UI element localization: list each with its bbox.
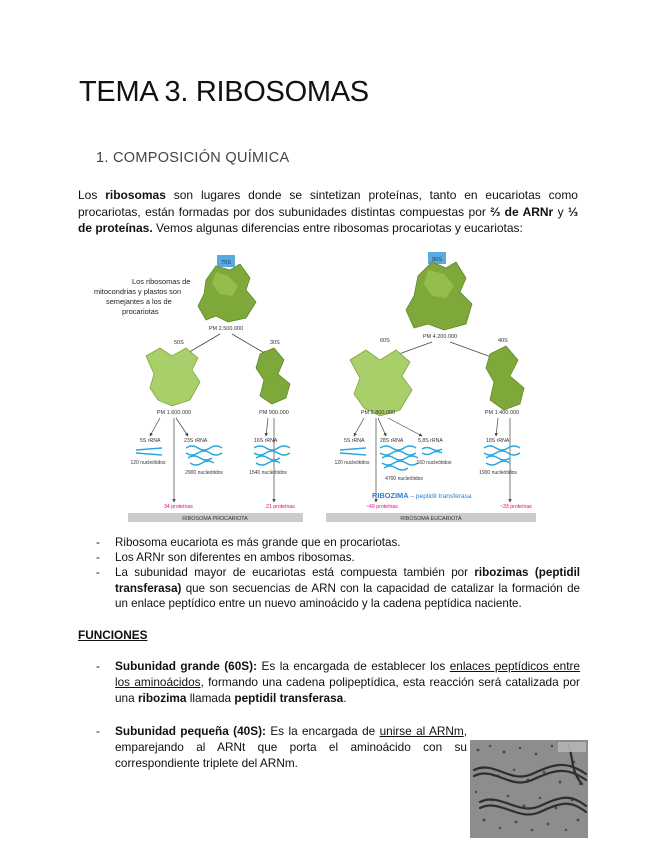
euk-arrow-18s bbox=[496, 418, 498, 436]
small-subunit-label: Subunidad pequeña (40S): bbox=[115, 724, 266, 738]
euk-rna-5s: 5S rRNA bbox=[344, 438, 365, 444]
euk-rna-28s-strand bbox=[380, 446, 418, 470]
small-subunit-paragraph bbox=[115, 723, 467, 771]
intro-bold-ribosomas: ribosomas bbox=[105, 188, 166, 202]
prok-small-label: 30S bbox=[270, 340, 280, 346]
prok-arrow-16s bbox=[266, 418, 268, 436]
euk-prot-small: ~33 proteínas bbox=[500, 504, 532, 510]
euk-rna-18s-nt: 1900 nucleótidos bbox=[479, 470, 517, 476]
intro-bold-proteinas: ⅓ de proteínas. bbox=[78, 204, 578, 235]
list-item: - Los ARNr son diferentes en ambos ribosomas. bbox=[96, 550, 580, 565]
euk-arrow-58s bbox=[388, 418, 422, 436]
prok-30s-subunit bbox=[256, 348, 290, 404]
euk-rna-5s-strand bbox=[340, 448, 366, 455]
micrograph-label-box bbox=[558, 742, 586, 752]
euk-prot-large: ~49 proteínas bbox=[366, 504, 398, 510]
prok-rna-5s: 5S rRNA bbox=[140, 438, 161, 444]
function-text: Es la encargada de bbox=[265, 724, 380, 738]
intro-text: y bbox=[553, 204, 568, 219]
prok-rna-16s-nt: 1540 nucleótidos bbox=[249, 470, 287, 476]
section-heading: 1. COMPOSICIÓN QUÍMICA bbox=[96, 150, 290, 166]
euk-rna-28s: 28S rRNA bbox=[380, 438, 404, 444]
prok-50s-subunit bbox=[146, 348, 200, 406]
bullet-text: La subunidad mayor de eucariotas está compuesta también por bbox=[115, 566, 475, 580]
prok-rna-23s: 23S rRNA bbox=[184, 438, 208, 444]
prok-prot-small: 21 proteínas bbox=[266, 504, 295, 510]
note-text-1: Los ribosomas de bbox=[132, 277, 191, 286]
prok-split-arrow-left bbox=[186, 334, 220, 354]
micrograph-image bbox=[470, 740, 588, 838]
function-text: llamada bbox=[186, 691, 235, 705]
euk-arrow-28s bbox=[378, 418, 386, 436]
prok-rna-5s-strand bbox=[136, 448, 162, 455]
prok-rna-23s-nt: 2900 nucleótidos bbox=[185, 470, 223, 476]
intro-text: Los bbox=[78, 188, 106, 202]
page-title: TEMA 3. RIBOSOMAS bbox=[79, 76, 369, 108]
note-text-2: mitocondrias y plastos son bbox=[94, 287, 182, 296]
function-text: , formando una cadena polipeptídica, esta reacción será catalizada por una bbox=[115, 675, 580, 705]
underlined-peptide-bonds: enlaces peptídicos entre los aminoácidos bbox=[115, 659, 580, 689]
euk-footer-label: RIBOSOMA EUCARIOTA bbox=[400, 516, 462, 522]
euk-small-label: 40S bbox=[498, 338, 508, 344]
euk-pm-small: PM 1.400.000 bbox=[484, 410, 520, 416]
function-text: . bbox=[343, 691, 347, 705]
differences-list bbox=[96, 535, 580, 611]
ribozima-label: RIBOZIMA bbox=[372, 491, 409, 500]
ribozima-callout bbox=[372, 491, 472, 500]
note-text-3: semejantes a los de bbox=[106, 297, 172, 306]
function-text: Es la encargada de establecer los bbox=[257, 659, 450, 673]
bullet-bold-ribozimas: ribozimas (peptidil transferasa) bbox=[115, 566, 581, 595]
bold-ribozima: ribozima bbox=[137, 691, 187, 705]
euk-arrow-5s bbox=[354, 418, 364, 436]
euk-top-label: 80S bbox=[432, 257, 442, 263]
note-text-4: procariotas bbox=[122, 307, 159, 316]
bullet-text: que son secuencias de ARN con la capacidad de catalizar la formación de un enlace peptídico entre un nuevo aminoácido y la cadena peptídica naciente. bbox=[115, 581, 580, 610]
euk-40s-subunit bbox=[486, 346, 524, 410]
euk-rna-18s: 18S rRNA bbox=[486, 438, 510, 444]
intro-text: son lugares donde se sintetizan proteínas, tanto en eucariotas como procariotas, están formadas por dos subunidades distintas compuestas por bbox=[78, 188, 578, 219]
prok-footer-label: RIBOSOMA PROCARIOTA bbox=[182, 516, 248, 522]
prok-pm-total: PM 2.500.000 bbox=[208, 326, 244, 332]
intro-bold-arnr: ⅔ de ARNr bbox=[490, 204, 554, 219]
euk-rna-58s-strand bbox=[422, 448, 442, 455]
euk-rna-18s-strand bbox=[484, 446, 520, 465]
euk-60s-subunit bbox=[350, 350, 412, 416]
large-subunit-label: Subunidad grande (60S): bbox=[115, 659, 258, 673]
prok-large-label: 50S bbox=[174, 340, 184, 346]
euk-rna-58s: 5,8S rRNA bbox=[418, 438, 443, 444]
list-item-large-subunit bbox=[96, 658, 580, 706]
functions-heading: FUNCIONES bbox=[78, 628, 148, 642]
prok-top-label: 70S bbox=[221, 260, 231, 266]
prok-pm-small: PM 900.000 bbox=[259, 410, 289, 416]
prok-rna-5s-nt: 120 nucleótidos bbox=[130, 460, 166, 466]
prok-rna-23s-strand bbox=[186, 446, 222, 465]
euk-pm-large: PM 2.800.000 bbox=[360, 410, 396, 416]
ribozima-desc: – peptidil transferasa bbox=[408, 493, 472, 500]
intro-paragraph bbox=[78, 187, 578, 237]
prok-pm-large: PM 1.600.000 bbox=[156, 410, 192, 416]
list-item: - Ribosoma eucariota es más grande que en procariotas. bbox=[96, 535, 580, 550]
euk-rna-28s-nt: 4700 nucleótidos bbox=[385, 476, 423, 482]
intro-text: Vemos algunas diferencias entre ribosomas procariotas y eucariotas: bbox=[152, 221, 523, 235]
prok-split-arrow-right bbox=[232, 334, 266, 354]
prok-arrow-23s bbox=[176, 418, 188, 436]
ribosome-comparison-figure bbox=[88, 250, 540, 530]
euk-pm-total: PM 4.200.000 bbox=[422, 334, 458, 340]
function-text: , emparejando al ARNt que porta el aminoácido con su correspondiente triplete del ARNm. bbox=[115, 724, 467, 770]
underlined-arnm: unirse al ARNm bbox=[379, 724, 464, 738]
prok-arrow-5s bbox=[150, 418, 160, 436]
bold-peptidil-transferasa: peptidil transferasa bbox=[234, 691, 344, 705]
list-item bbox=[96, 565, 580, 611]
euk-rna-58s-nt: 160 nucleótidos bbox=[416, 460, 452, 466]
prok-rna-16s: 16S rRNA bbox=[254, 438, 278, 444]
euk-large-label: 60S bbox=[380, 338, 390, 344]
prok-rna-16s-strand bbox=[254, 446, 290, 465]
prok-prot-large: 34 proteínas bbox=[164, 504, 193, 510]
list-item-small-subunit bbox=[96, 723, 467, 771]
euk-rna-5s-nt: 120 nucleótidos bbox=[334, 460, 370, 466]
euk-split-arrow-right bbox=[450, 342, 494, 358]
